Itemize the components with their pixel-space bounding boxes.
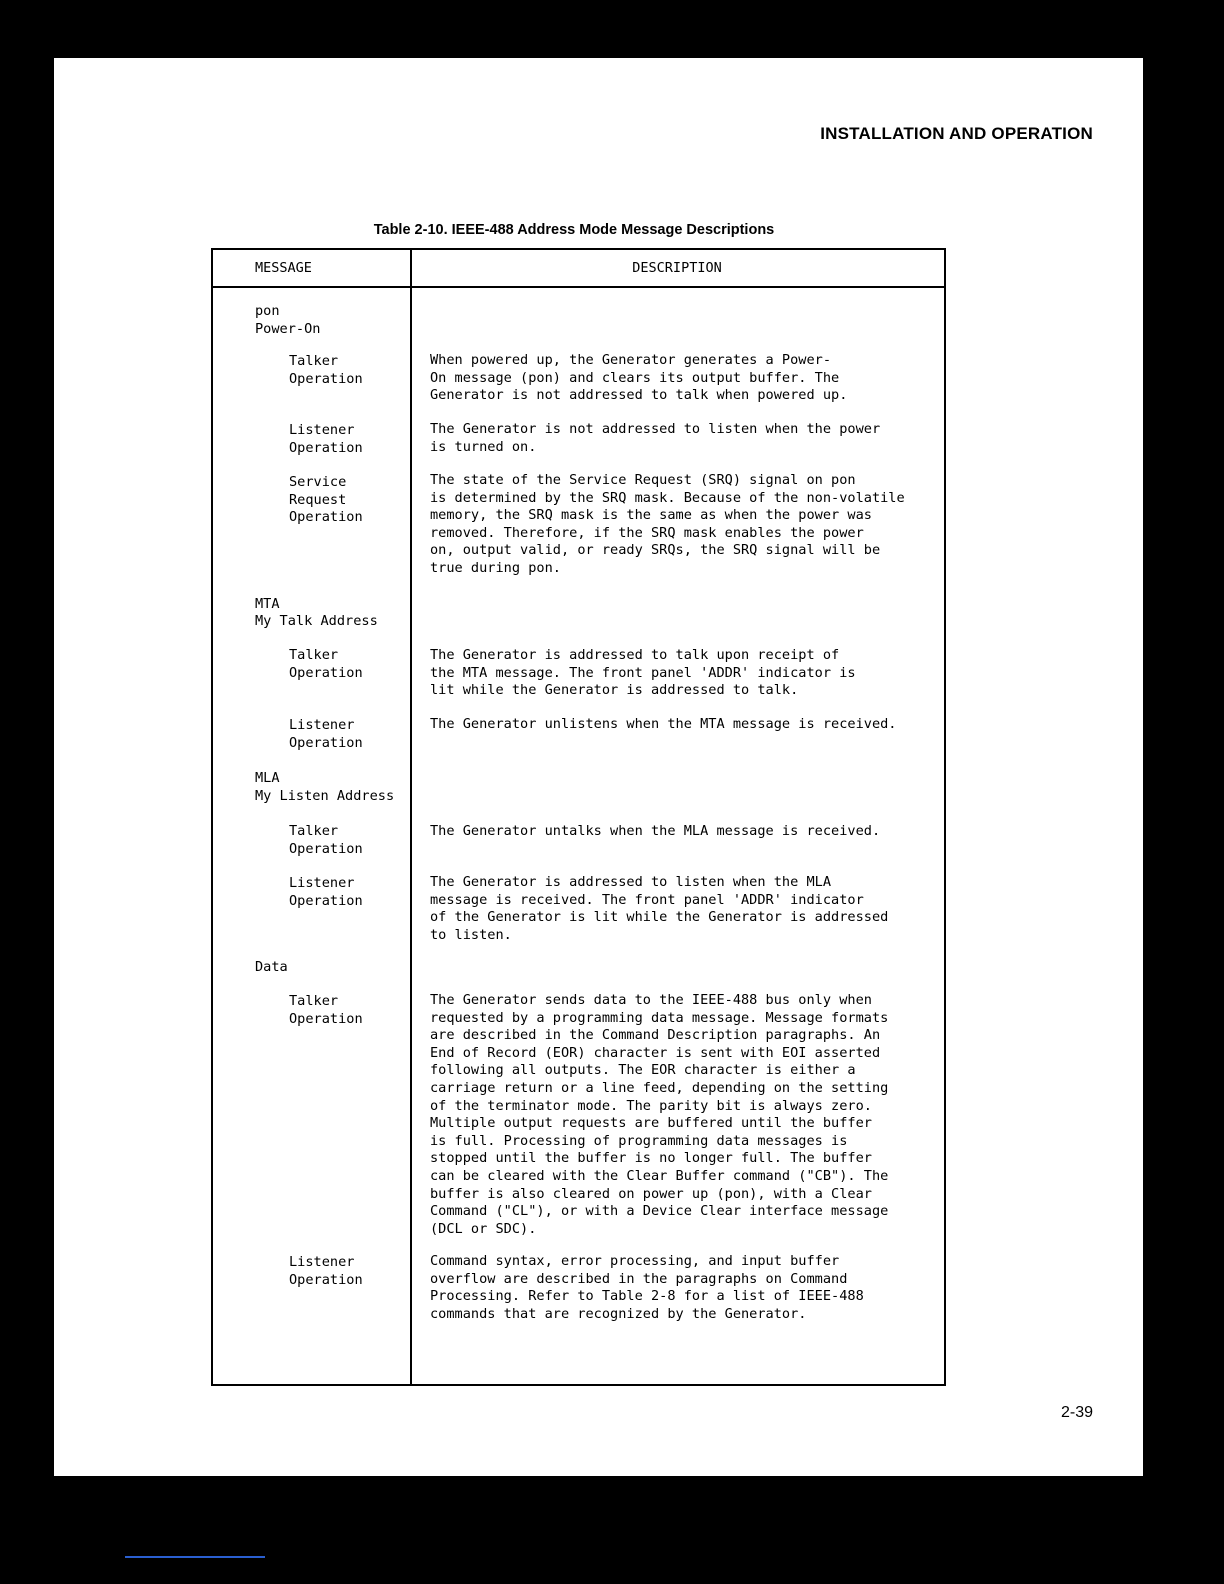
row-label: Listener Operation [289, 875, 363, 909]
row-description: Command syntax, error processing, and input buffer overflow are described in the paragraphs on Command Processing. Refer to Table 2-8 for a list of IEEE-488 commands that are recognized by the Generator. [430, 1253, 864, 1322]
group-code: pon [255, 303, 280, 319]
group-code: MTA [255, 596, 280, 612]
row-description: The Generator sends data to the IEEE-488 bus only when requested by a programming data message. Message formats are described in the Command Description paragraphs. An End of Record (EOR) character is sent with EOI asserted following all outputs. The EOR character is either a carriage return or a line feed, depending on the setting of the terminator mode. The parity bit is always zero. Multiple output requests are buffered until the buffer is full. Processing of programming data messages is stopped until the buffer is no longer full. The buffer can be cleared with the Clear Buffer command ("CB"). The buffer is also cleared on power up (pon), with a Clear Command ("CL"), or with a Device Clear interface message (DCL or SDC). [430, 992, 889, 1237]
row-label: Talker Operation [289, 647, 363, 681]
row-description: The Generator is addressed to talk upon receipt of the MTA message. The front panel 'ADDR' indicator is lit while the Generator is addressed to talk. [430, 647, 856, 699]
row-label: Service Request Operation [289, 474, 363, 526]
manual-page [54, 58, 1143, 1476]
column-divider [410, 250, 412, 1384]
message-table [211, 248, 946, 1386]
group-name: Power-On [255, 321, 321, 337]
table-caption: Table 2-10. IEEE-488 Address Mode Message Descriptions [373, 222, 775, 238]
column-header-message: MESSAGE [255, 260, 312, 276]
group-code: Data [255, 959, 288, 975]
header-rule [213, 286, 944, 288]
row-description: When powered up, the Generator generates a Power- On message (pon) and clears its output buffer. The Generator is not addressed to talk when powered up. [430, 352, 848, 404]
row-label: Talker Operation [289, 353, 363, 387]
row-description: The Generator is addressed to listen when the MLA message is received. The front panel 'ADDR' indicator of the Generator is lit while the Generator is addressed to listen. [430, 874, 889, 943]
row-description: The state of the Service Request (SRQ) signal on pon is determined by the SRQ mask. Because of the non-volatile memory, the SRQ mask is the same as when the power was removed. Therefore, if the SRQ mask enables the power on, output valid, or ready SRQs, the SRQ signal will be true during pon. [430, 472, 905, 576]
group-code: MLA [255, 770, 280, 786]
row-description: The Generator is not addressed to listen when the power is turned on. [430, 421, 881, 455]
row-label: Talker Operation [289, 823, 363, 857]
row-description: The Generator untalks when the MLA message is received. [430, 823, 881, 839]
row-label: Listener Operation [289, 1254, 363, 1288]
group-name: My Talk Address [255, 613, 378, 629]
page-number: 2-39 [1060, 1404, 1093, 1421]
row-description: The Generator unlistens when the MTA message is received. [430, 716, 897, 732]
column-header-description: DESCRIPTION [632, 260, 722, 276]
row-label: Listener Operation [289, 717, 363, 751]
row-label: Listener Operation [289, 422, 363, 456]
group-name: My Listen Address [255, 788, 395, 804]
scan-artifact-line [125, 1556, 265, 1558]
row-label: Talker Operation [289, 993, 363, 1027]
running-header: INSTALLATION AND OPERATION [820, 124, 1093, 143]
